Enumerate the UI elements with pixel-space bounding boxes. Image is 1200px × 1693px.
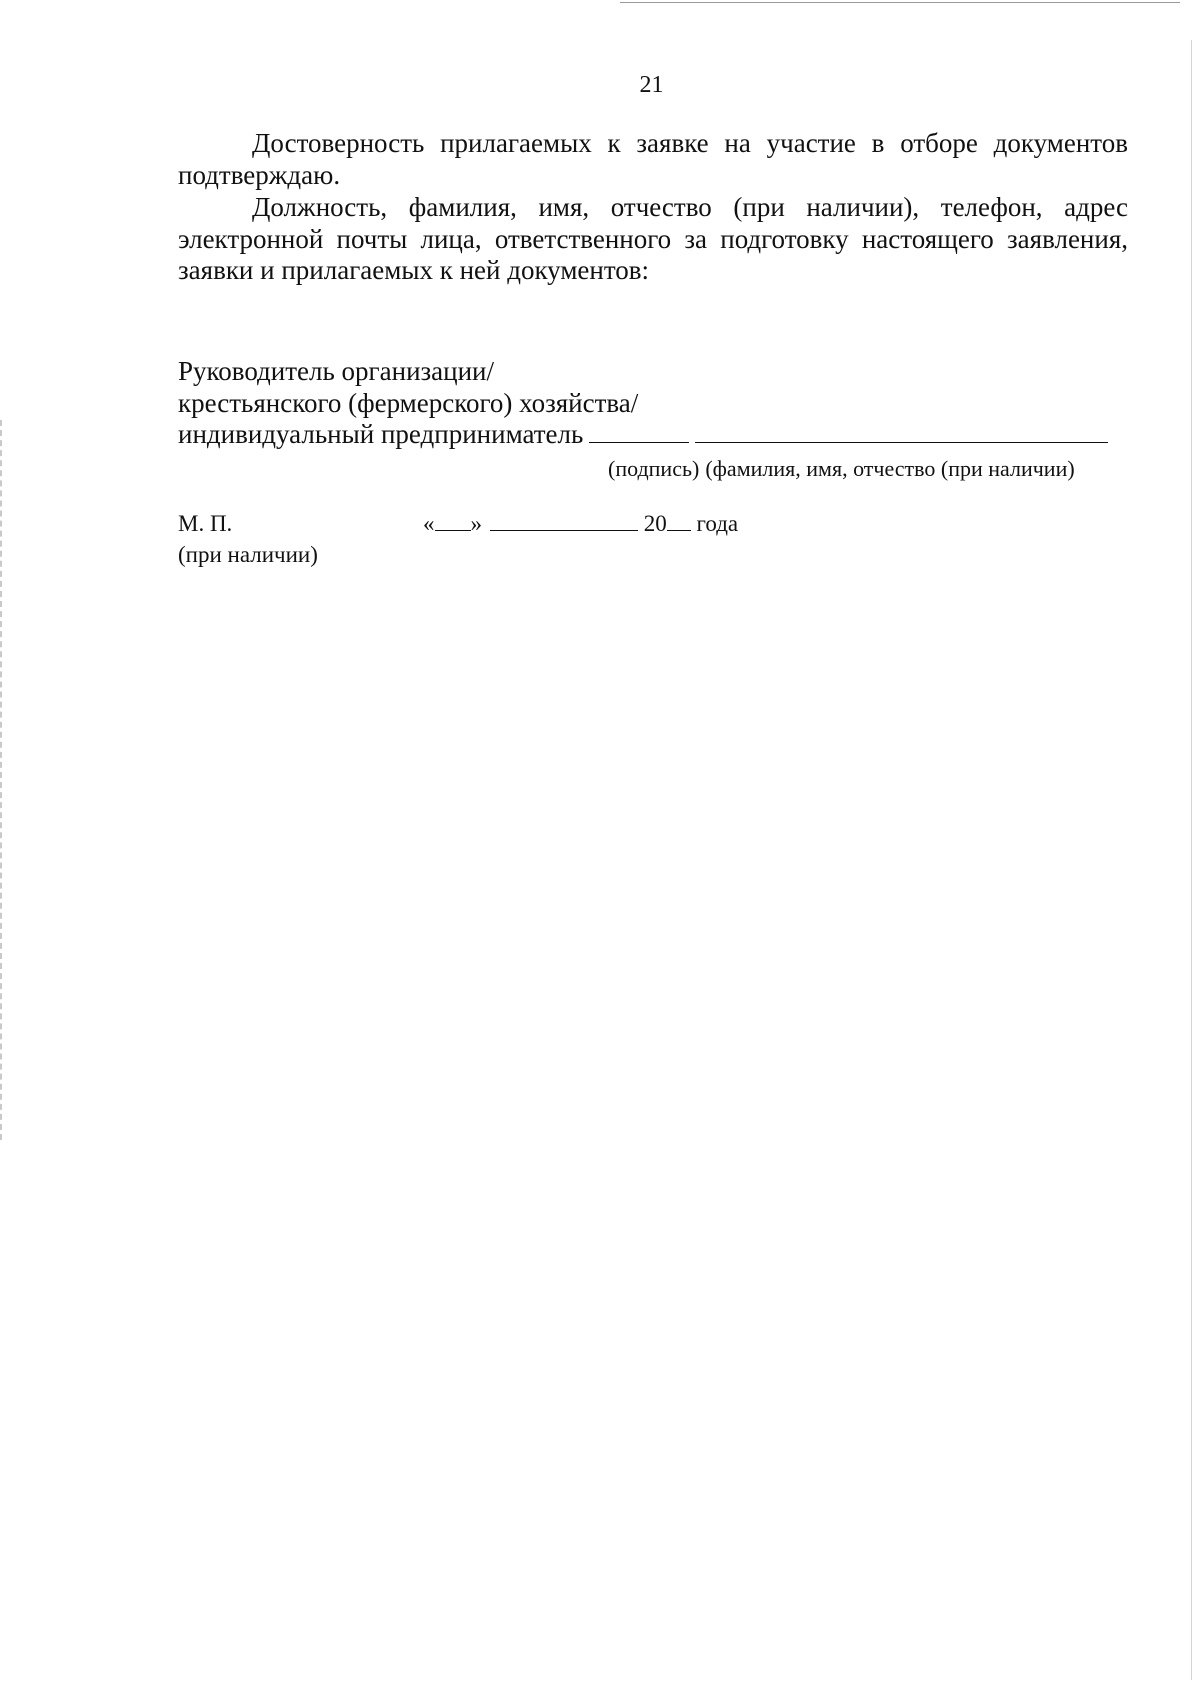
document-body (178, 128, 1128, 288)
date-line (423, 508, 738, 539)
signature-role-line-3 (178, 419, 1128, 451)
signature-role-line-1: Руководитель организации/ (178, 356, 495, 386)
stamp-block (178, 508, 318, 570)
date-open-quote: « (423, 511, 435, 536)
scan-right-edge (1191, 40, 1192, 1680)
top-border-line (620, 2, 1180, 3)
date-century: 20 (643, 511, 667, 536)
scan-edge-marks (0, 420, 5, 1140)
paragraph-responsible-person: Должность, фамилия, имя, отчество (при наличии), телефон, адрес электронной почты лица, ответственного за подготовку настоящего заявления, заявки и прилагаемых к ней документов: (178, 192, 1128, 285)
stamp-note: (при наличии) (178, 542, 318, 567)
date-suffix: года (696, 511, 739, 536)
full-name-blank[interactable] (695, 420, 1108, 443)
signature-role-line-2: крестьянского (фермерского) хозяйства/ (178, 387, 639, 418)
stamp-label: М. П. (178, 511, 233, 536)
caption-signature: (подпись) (608, 456, 700, 481)
date-day-blank[interactable] (435, 510, 471, 531)
paragraph-authenticity: Достоверность прилагаемых к заявке на участие в отборе документов подтверждаю. (178, 128, 1128, 190)
date-year-blank[interactable] (667, 510, 691, 531)
date-month-blank[interactable] (490, 510, 638, 531)
date-close-quote: » (470, 511, 482, 536)
signature-blank[interactable] (589, 420, 689, 443)
signature-block (178, 356, 1128, 451)
signature-captions (608, 456, 1075, 482)
signature-role-label: индивидуальный предприниматель (178, 419, 584, 449)
page-number: 21 (639, 72, 664, 98)
caption-full-name: (фамилия, имя, отчество (при наличии) (705, 456, 1075, 481)
